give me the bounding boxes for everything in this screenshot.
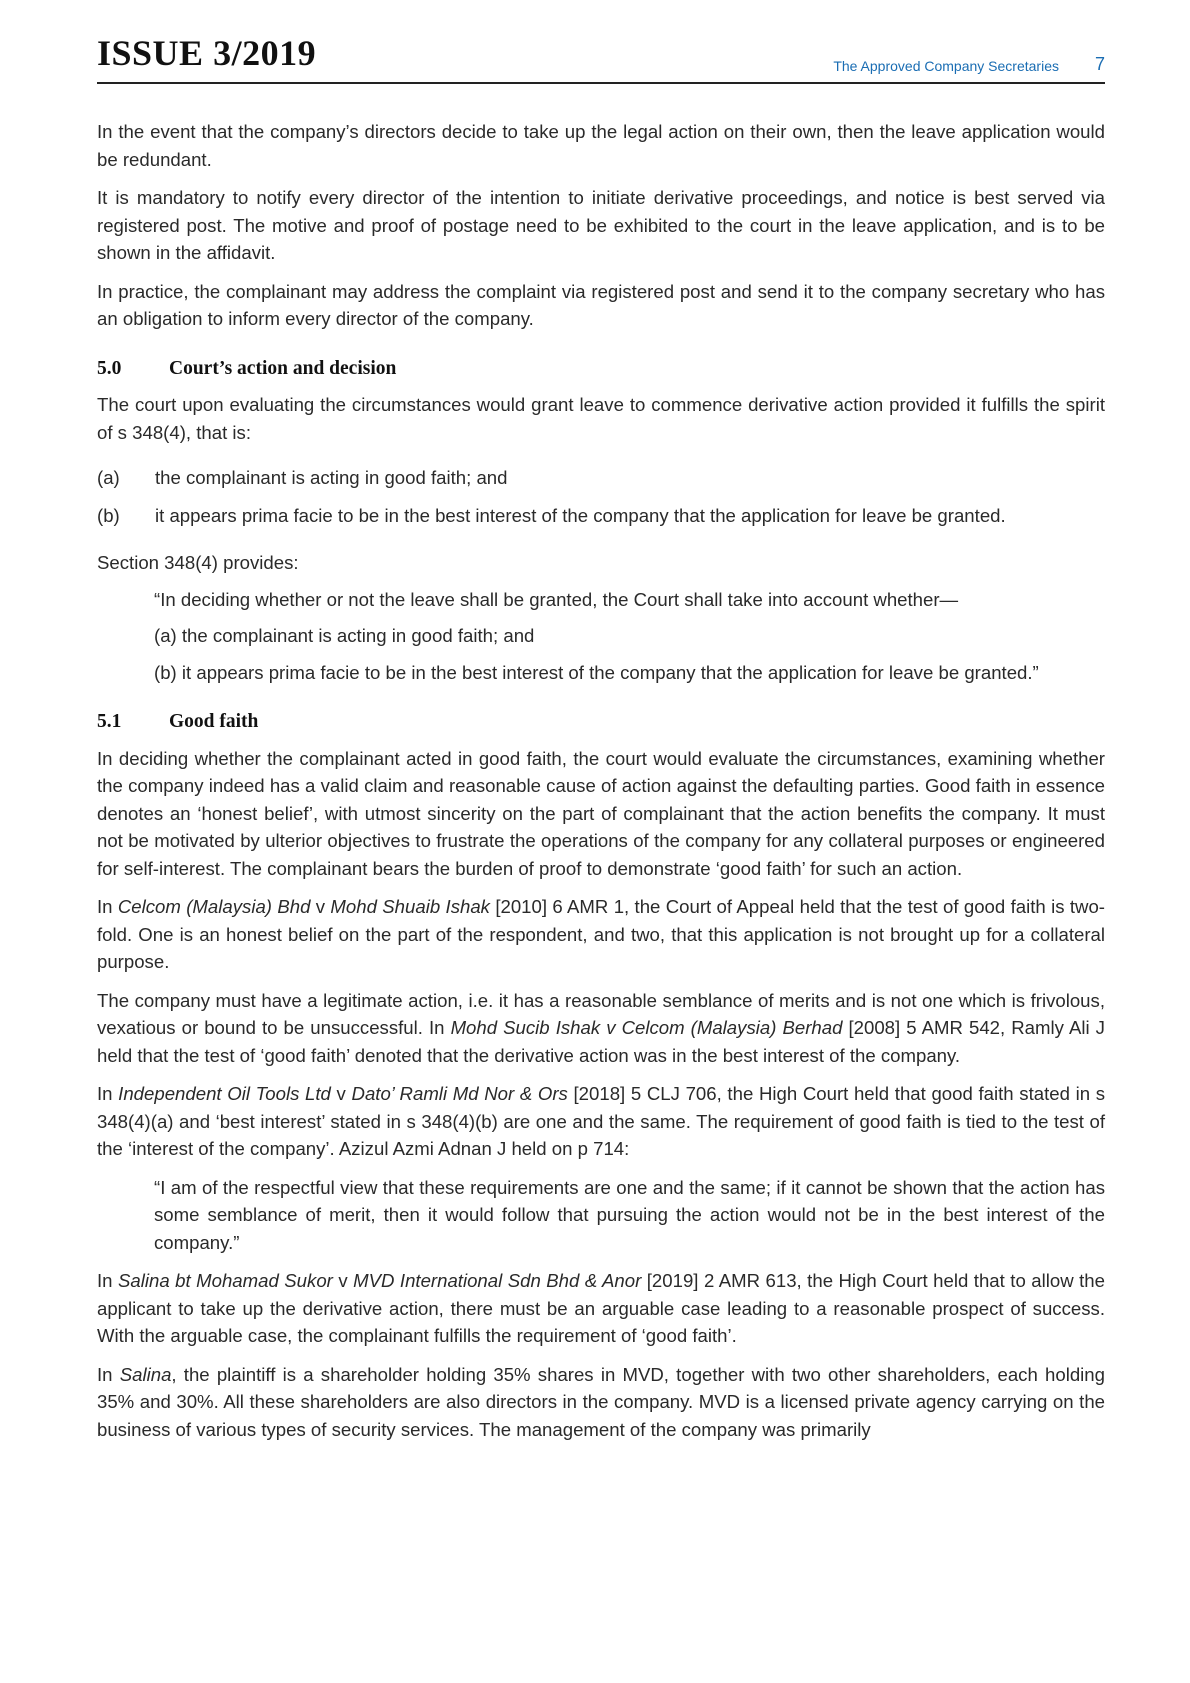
case-name: Mohd Shuaib Ishak bbox=[330, 896, 490, 917]
quote-line: (b) it appears prima facie to be in the best interest of the company that the application for leave be granted.” bbox=[154, 661, 1039, 683]
list-label: (b) bbox=[97, 504, 120, 526]
list-text: the complainant is acting in good faith; and bbox=[155, 467, 508, 488]
paragraph: It is mandatory to notify every director of the intention to initiate derivative proceedings, and notice is best served via registered post. The motive and proof of postage need to be exhibited to the court in the leave application, and is to be shown in the affidavit. bbox=[97, 187, 1105, 263]
issue-title: ISSUE 3/2019 bbox=[97, 33, 317, 73]
paragraph: Section 348(4) provides: bbox=[97, 552, 299, 573]
paragraph: In practice, the complainant may address the complaint via registered post and send it to the company secretary who has an obligation to inform every director of the company. bbox=[97, 280, 1105, 329]
publication-name: The Approved Company Secretaries bbox=[833, 58, 1059, 74]
case-name: Salina bt Mohamad Sukor bbox=[117, 1270, 333, 1291]
paragraph: In the event that the company’s directors decide to take up the legal action on their own, then the leave application would be redundant. bbox=[97, 121, 1105, 170]
case-name: Independent Oil Tools Ltd bbox=[118, 1083, 331, 1104]
section-title: Good faith bbox=[169, 711, 259, 732]
case-name: Celcom (Malaysia) Bhd bbox=[117, 896, 311, 917]
section-title: Court’s action and decision bbox=[169, 357, 397, 379]
list-text: it appears prima facie to be in the best interest of the company that the application for leave be granted. bbox=[155, 504, 1006, 526]
paragraph: In Salina, the plaintiff is a shareholder holding 35% shares in MVD, together with two other shareholders, each holding 35% and 30%. All these shareholders are also directors in the company. MVD is a licensed private agency carrying on the business of various types of security services. The management of the company was primarily bbox=[97, 1363, 1105, 1440]
paragraph: In Salina bt Mohamad Sukor v MVD International Sdn Bhd & Anor [2019] 2 AMR 613, the High Court held that to allow the applicant to take up the derivative action, there must be an arguable case leading to a reasonable prospect of success. With the arguable case, the complainant fulfills the requirement of ‘good faith’. bbox=[97, 1270, 1105, 1346]
quote-line: “In deciding whether or not the leave shall be granted, the Court shall take into account whether— bbox=[154, 588, 959, 610]
page-header bbox=[97, 28, 1105, 84]
section-number: 5.1 bbox=[97, 711, 122, 732]
list-item bbox=[97, 464, 1105, 492]
case-name: Salina bbox=[119, 1363, 172, 1385]
section-number: 5.0 bbox=[97, 357, 122, 379]
paragraph: The court upon evaluating the circumstances would grant leave to commence derivative action provided it fulfills the spirit of s 348(4), that is: bbox=[97, 394, 1105, 443]
case-name: Dato’ Ramli Md Nor & Ors bbox=[351, 1083, 568, 1104]
article-body bbox=[97, 118, 1105, 1454]
page-number: 7 bbox=[1094, 54, 1105, 74]
quote-line: (a) the complainant is acting in good faith; and bbox=[154, 625, 535, 646]
list-item bbox=[97, 502, 1105, 530]
case-name: MVD International Sdn Bhd & Anor bbox=[353, 1270, 642, 1291]
block-quote: “I am of the respectful view that these requirements are one and the same; if it cannot be shown that the action has some semblance of merit, then it would follow that pursuing the action would not be in the best interest of the company.” bbox=[154, 1176, 1105, 1253]
case-name: Mohd Sucib Ishak v Celcom (Malaysia) Berhad bbox=[450, 1017, 843, 1038]
paragraph: In deciding whether the complainant acted in good faith, the court would evaluate the circumstances, examining whether the company indeed has a valid claim and reasonable cause of action against the defaulting parties. Good faith in essence denotes an ‘honest belief’, with utmost sincerity on the part of complainant that the action benefits the company. It must not be motivated by ulterior objectives to frustrate the operations of the company for any collateral purposes or engineered for self-interest. The complainant bears the burden of proof to demonstrate ‘good faith’ for such an action. bbox=[97, 747, 1105, 879]
paragraph: In Independent Oil Tools Ltd v Dato’ Ramli Md Nor & Ors [2018] 5 CLJ 706, the High Court held that good faith stated in s 348(4)(a) and ‘best interest’ stated in s 348(4)(b) are one and the same. The requirement of good faith is tied to the test of the ‘interest of the company’. Azizul Azmi Adnan J held on p 714: bbox=[97, 1083, 1106, 1159]
list-label: (a) bbox=[97, 467, 120, 488]
paragraph: The company must have a legitimate action, i.e. it has a reasonable semblance of merits and is not one which is frivolous, vexatious or bound to be unsuccessful. In Mohd Sucib Ishak v Celcom (Malaysia) Berhad [2008] 5 AMR 542, Ramly Ali J held that the test of ‘good faith’ denoted that the derivative action was in the best interest of the company. bbox=[97, 989, 1105, 1066]
section-heading-5-0 bbox=[97, 355, 1105, 383]
section-heading-5-1 bbox=[97, 708, 1105, 736]
paragraph: In Celcom (Malaysia) Bhd v Mohd Shuaib Ishak [2010] 6 AMR 1, the Court of Appeal held that the test of good faith is two-fold. One is an honest belief on the part of the respondent, and two, that this application is not brought up for a collateral purpose. bbox=[97, 896, 1105, 972]
